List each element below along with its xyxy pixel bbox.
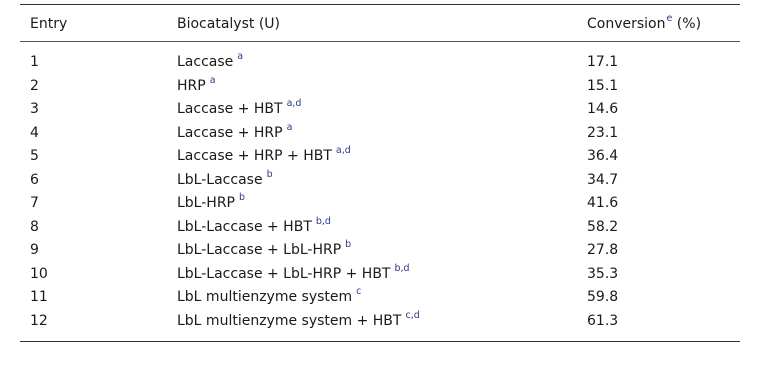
results-table <box>20 4 740 342</box>
table-body <box>20 42 740 341</box>
cell-conversion: 27.8 <box>587 242 619 258</box>
table-row <box>20 286 740 310</box>
cell-entry: 11 <box>30 289 48 305</box>
cell-entry: 12 <box>30 312 48 329</box>
cell-conversion: 61.3 <box>587 312 619 329</box>
header-conversion <box>587 15 701 33</box>
cell-conversion: 34.7 <box>587 171 619 188</box>
cell-entry: 10 <box>30 265 48 282</box>
biocatalyst-text: LbL-HRP <box>177 195 235 211</box>
cell-entry: 6 <box>30 171 39 188</box>
cell-entry: 4 <box>30 124 39 141</box>
table-row <box>20 98 740 122</box>
cell-conversion: 23.1 <box>587 124 619 141</box>
cell-conversion: 15.1 <box>587 77 619 94</box>
header-conversion-label: Conversion <box>587 16 666 32</box>
table-row <box>20 239 740 263</box>
cell-entry: 1 <box>30 54 39 70</box>
table-row <box>20 310 740 334</box>
cell-conversion: 35.3 <box>587 265 619 282</box>
table-row <box>20 75 740 99</box>
biocatalyst-text: LbL-Laccase + LbL-HRP <box>177 242 342 258</box>
cell-biocatalyst <box>177 74 216 95</box>
footnote-marker: b <box>239 192 246 203</box>
cell-entry: 8 <box>30 218 39 235</box>
cell-biocatalyst <box>177 194 245 212</box>
cell-conversion: 59.8 <box>587 289 619 305</box>
cell-entry: 3 <box>30 101 39 117</box>
cell-biocatalyst <box>177 121 293 142</box>
biocatalyst-text: Laccase + HBT <box>177 101 283 117</box>
footnote-marker: a,d <box>335 145 351 156</box>
table-bottom-rule <box>20 341 740 342</box>
cell-biocatalyst <box>177 100 301 118</box>
cell-conversion: 17.1 <box>587 54 619 70</box>
biocatalyst-text: LbL multienzyme system <box>177 289 353 305</box>
table-row <box>20 216 740 240</box>
cell-biocatalyst <box>177 309 420 330</box>
cell-biocatalyst <box>177 53 243 71</box>
cell-conversion: 41.6 <box>587 195 619 211</box>
biocatalyst-text: LbL multienzyme system + HBT <box>177 312 402 329</box>
biocatalyst-text: Laccase + HRP + HBT <box>177 148 332 164</box>
footnote-marker: b,d <box>315 215 331 227</box>
cell-entry: 7 <box>30 195 39 211</box>
footnote-marker: a <box>209 74 216 86</box>
cell-biocatalyst <box>177 168 273 189</box>
cell-entry: 9 <box>30 242 39 258</box>
table-row <box>20 145 740 169</box>
cell-entry: 5 <box>30 148 39 164</box>
footnote-marker: c,d <box>405 309 420 321</box>
footnote-marker: b <box>345 239 352 250</box>
biocatalyst-text: LbL-Laccase + LbL-HRP + HBT <box>177 265 391 282</box>
header-entry: Entry <box>30 16 68 32</box>
header-conversion-unit: (%) <box>672 16 702 32</box>
biocatalyst-text: Laccase + HRP <box>177 124 283 141</box>
cell-entry: 2 <box>30 77 39 94</box>
biocatalyst-text: HRP <box>177 77 206 94</box>
footnote-marker: a,d <box>286 98 302 109</box>
table-row <box>20 122 740 146</box>
cell-biocatalyst <box>177 215 331 236</box>
biocatalyst-text: LbL-Laccase + HBT <box>177 218 312 235</box>
biocatalyst-text: Laccase <box>177 54 234 70</box>
cell-biocatalyst <box>177 288 361 306</box>
table-row <box>20 192 740 216</box>
header-conversion-footnote: e <box>666 13 673 24</box>
cell-biocatalyst <box>177 147 351 165</box>
cell-conversion: 14.6 <box>587 101 619 117</box>
footnote-marker: a <box>286 121 293 133</box>
footnote-marker: b,d <box>394 262 410 274</box>
header-biocatalyst: Biocatalyst (U) <box>177 16 280 32</box>
footnote-marker: c <box>356 286 362 297</box>
cell-biocatalyst <box>177 262 410 283</box>
footnote-marker: a <box>237 51 244 62</box>
biocatalyst-text: LbL-Laccase <box>177 171 263 188</box>
footnote-marker: b <box>266 168 273 180</box>
cell-biocatalyst <box>177 241 351 259</box>
table-row <box>20 51 740 75</box>
table-row <box>20 169 740 193</box>
table-header-row <box>20 5 740 41</box>
cell-conversion: 36.4 <box>587 148 619 164</box>
cell-conversion: 58.2 <box>587 218 619 235</box>
table-row <box>20 263 740 287</box>
